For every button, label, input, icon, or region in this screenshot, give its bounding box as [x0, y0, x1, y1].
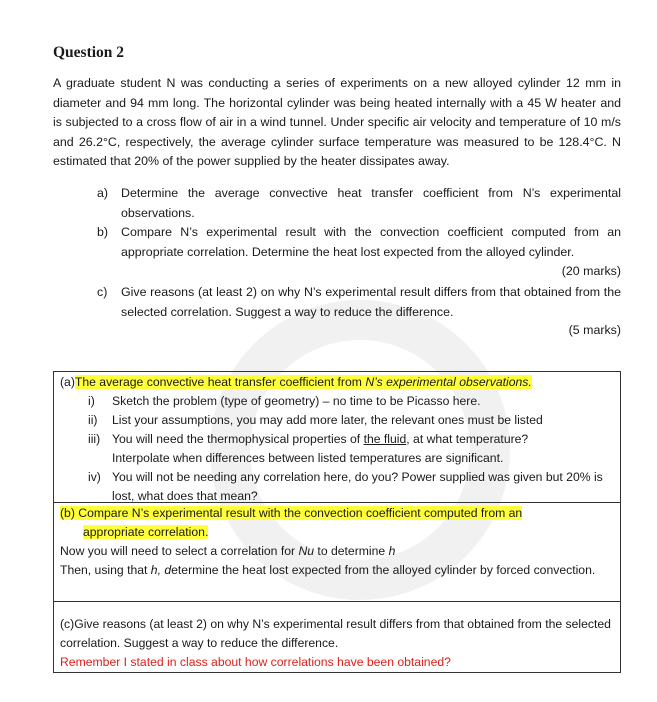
hint-a-item-4: iv) You will not be needing any correlation here, do you? Power supplied was given but 20% is lost, what does that mean? [88, 470, 603, 503]
part-b-label: b) [97, 225, 109, 239]
part-a-text: Determine the average convective heat transfer coefficient from N’s experimental observations. [121, 186, 621, 220]
part-c-label: c) [97, 285, 108, 299]
marks-c: (5 marks) [568, 323, 621, 337]
part-b-text: Compare N’s experimental result with the convection coefficient computed from an appropriate correlation. Determine the heat lost expected from the alloyed cylinder. [121, 225, 621, 259]
part-b [97, 223, 621, 262]
hint-b-heading: (b) Compare N’s experimental result with the convection coefficient computed from an appropriate correlation. [60, 506, 523, 539]
marks-ab: (20 marks) [561, 264, 621, 278]
part-a-label: a) [97, 186, 109, 200]
hint-c-reminder: Remember I stated in class about how correlations have been obtained? [60, 655, 451, 669]
hint-a-prefix: (a) [60, 375, 75, 389]
part-a [97, 184, 621, 223]
question-title: Question 2 [53, 44, 125, 61]
hint-a-item-3: iii) You will need the thermophysical properties of the fluid, at what temperature? Interpolate when differences between listed temperatures are significant. [88, 432, 529, 465]
hint-c-text: (c)Give reasons (at least 2) on why N’s experimental result differs from that obtained from the selected correlation. Suggest a way to reduce the difference. [60, 617, 611, 650]
hint-box-c [53, 601, 621, 673]
part-c-text: Give reasons (at least 2) on why N’s experimental result differs from that obtained from the selected correlation. Suggest a way to reduce the difference. [121, 285, 621, 319]
part-c [97, 283, 621, 322]
question-intro: A graduate student N was conducting a series of experiments on a new alloyed cylinder 12 mm in diameter and 94 mm long. The horizontal cylinder was being heated internally with a 45 W heater and is subjected to a cross flow of air in a wind tunnel. Under specific air velocity and temperature of 10 m/s and 26.2°C, respectively, the average cylinder surface temperature was measured to be 128.4°C. N estimated that 20% of the power supplied by the heater dissipates away. [53, 76, 621, 168]
hint-a-heading [60, 373, 614, 392]
hint-b-line-2: Then, using that h, determine the heat lost expected from the alloyed cylinder by forced convection. [60, 563, 596, 577]
hint-b-line-1: Now you will need to select a correlation for Nu to determine h [60, 544, 396, 558]
hint-a-item-1: i) Sketch the problem (type of geometry) – no time to be Picasso here. [88, 394, 481, 408]
hint-a-heading-text: The average convective heat transfer coefficient from N’s experimental observations. [74, 375, 532, 389]
hint-a-item-2: ii) List your assumptions, you may add more later, the relevant ones must be listed [88, 413, 543, 427]
hint-box-b [53, 502, 621, 602]
hint-box-a [53, 371, 621, 503]
